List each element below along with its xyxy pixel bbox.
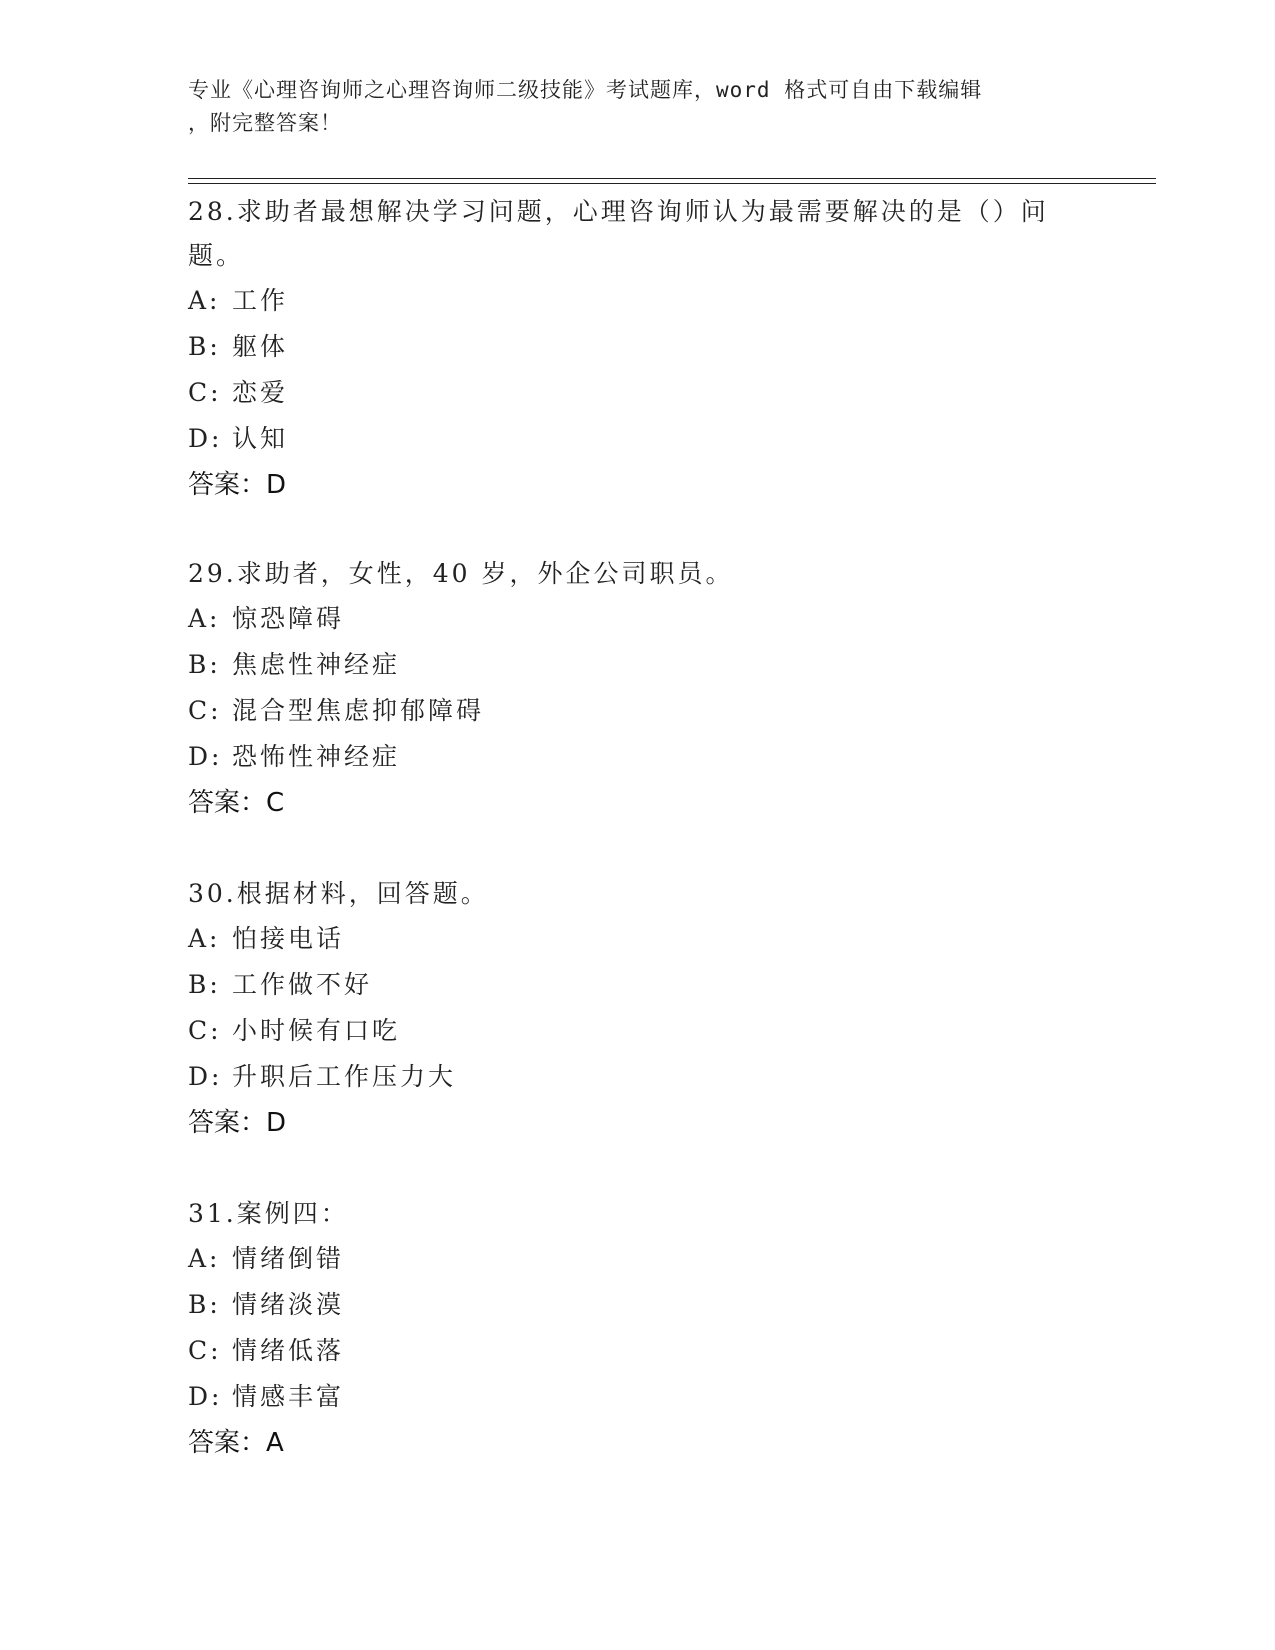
option-letter: D: <box>188 1062 223 1091</box>
option-letter: B: <box>188 650 221 679</box>
option-letter: C: <box>188 378 222 407</box>
option-letter: A: <box>188 604 221 633</box>
option-letter: A: <box>188 1244 221 1273</box>
option-a <box>188 596 1088 642</box>
option-c <box>188 688 1088 734</box>
header-line-1: 专业《心理咨询师之心理咨询师二级技能》考试题库，word 格式可自由下载编辑 <box>188 78 983 102</box>
answer-line: 答案：D <box>188 1108 287 1138</box>
option-d <box>188 1374 1088 1420</box>
header-divider-bottom <box>188 183 1156 184</box>
option-text: 情绪淡漠 <box>232 1290 345 1319</box>
document-header <box>188 74 1068 140</box>
option-a <box>188 278 1088 324</box>
question-stem: 31.案例四： <box>188 1199 349 1228</box>
option-b <box>188 642 1088 688</box>
option-text: 怕接电话 <box>232 924 345 953</box>
option-letter: B: <box>188 332 221 361</box>
option-text: 情绪低落 <box>232 1336 345 1365</box>
question-31 <box>188 1192 1088 1466</box>
question-stem: 30.根据材料，回答题。 <box>188 879 489 908</box>
option-letter: C: <box>188 1336 222 1365</box>
option-text: 恋爱 <box>232 378 289 407</box>
option-letter: B: <box>188 1290 221 1319</box>
option-text: 情绪倒错 <box>232 1244 345 1273</box>
option-text: 混合型焦虑抑郁障碍 <box>232 696 485 725</box>
answer-line: 答案：A <box>188 1428 284 1458</box>
option-d <box>188 734 1088 780</box>
option-letter: D: <box>188 742 223 771</box>
header-divider-top <box>188 178 1156 179</box>
option-c <box>188 1328 1088 1374</box>
question-stem: 29.求助者，女性，40 岁，外企公司职员。 <box>188 559 734 588</box>
option-a <box>188 1236 1088 1282</box>
option-letter: D: <box>188 424 223 453</box>
option-text: 惊恐障碍 <box>232 604 345 633</box>
option-text: 工作做不好 <box>232 970 373 999</box>
question-30 <box>188 872 1088 1146</box>
header-line-2: ，附完整答案！ <box>188 111 342 135</box>
option-text: 躯体 <box>232 332 289 361</box>
option-letter: C: <box>188 1016 222 1045</box>
option-c <box>188 370 1088 416</box>
option-text: 焦虑性神经症 <box>232 650 401 679</box>
option-text: 恐怖性神经症 <box>232 742 401 771</box>
question-29 <box>188 552 1088 826</box>
question-28 <box>188 190 1088 508</box>
option-text: 情感丰富 <box>232 1382 345 1411</box>
answer-line: 答案：D <box>188 470 287 500</box>
option-letter: D: <box>188 1382 223 1411</box>
option-b <box>188 962 1088 1008</box>
option-a <box>188 916 1088 962</box>
option-letter: A: <box>188 924 221 953</box>
option-d <box>188 1054 1088 1100</box>
option-b <box>188 1282 1088 1328</box>
option-c <box>188 1008 1088 1054</box>
option-text: 升职后工作压力大 <box>232 1062 457 1091</box>
option-text: 小时候有口吃 <box>232 1016 401 1045</box>
option-text: 工作 <box>232 286 289 315</box>
option-text: 认知 <box>232 424 289 453</box>
option-letter: B: <box>188 970 221 999</box>
option-letter: C: <box>188 696 222 725</box>
answer-line: 答案：C <box>188 788 285 818</box>
question-stem: 28.求助者最想解决学习问题，心理咨询师认为最需要解决的是（）问题。 <box>188 197 1049 270</box>
option-letter: A: <box>188 286 221 315</box>
option-d <box>188 416 1088 462</box>
option-b <box>188 324 1088 370</box>
